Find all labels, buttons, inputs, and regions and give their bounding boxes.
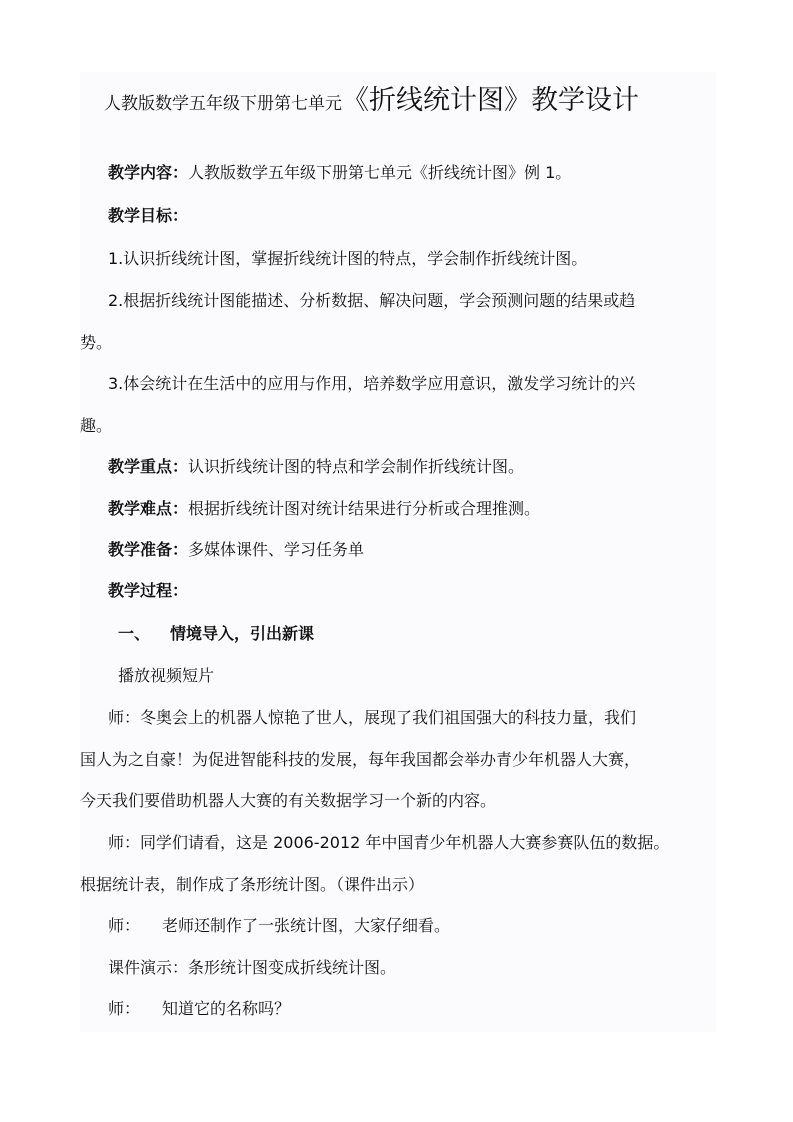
goal-item-3-line-2: 趣。 (80, 416, 113, 435)
section-1-number: 一、 (118, 624, 151, 643)
paragraph-2-line-2: 根据统计表，制作成了条形统计图。（课件出示） (80, 875, 425, 894)
goal-item-2-line-1: 2.根据折线统计图能描述、分析数据、解决问题，学会预测问题的结果或趋 (108, 291, 636, 310)
paragraph-3-speaker: 师： (108, 916, 141, 935)
section-1-heading (118, 623, 314, 645)
paragraph-5 (108, 998, 290, 1020)
difficulties-line (108, 498, 540, 520)
video-line: 播放视频短片 (118, 666, 215, 685)
paragraph-1-line-3: 今天我们要借助机器人大赛的有关数据学习一个新的内容。 (80, 791, 497, 810)
difficulties-label: 教学难点： (108, 499, 189, 518)
title-main: 《折线统计图》教学设计 (342, 85, 639, 116)
preparation-line (108, 539, 364, 561)
paragraph-5-text: 知道它的名称吗？ (162, 999, 291, 1018)
paragraph-5-speaker: 师： (108, 999, 141, 1018)
goals-label: 教学目标： (108, 206, 189, 225)
goal-item-3-line-1: 3.体会统计在生活中的应用与作用，培养数学应用意识，激发学习统计的兴 (108, 374, 636, 393)
process-label: 教学过程： (108, 581, 189, 600)
paragraph-3 (108, 915, 450, 937)
preparation-label: 教学准备： (108, 540, 189, 559)
paragraph-1-line-2: 国人为之自豪！为促进智能科技的发展，每年我国都会举办青少年机器人大赛， (80, 750, 641, 769)
key-points-label: 教学重点： (108, 457, 189, 476)
paragraph-1-line-1: 师：冬奥会上的机器人惊艳了世人，展现了我们祖国强大的科技力量，我们 (108, 708, 637, 727)
key-points-text: 认识折线统计图的特点和学会制作折线统计图。 (188, 457, 525, 476)
key-points-line (108, 456, 524, 478)
preparation-text: 多媒体课件、学习任务单 (188, 540, 365, 559)
paragraph-2-line-1: 师：同学们请看，这是 2006-2012 年中国青少年机器人大赛参赛队伍的数据。 (108, 833, 670, 852)
title-prefix: 人教版数学五年级下册第七单元 (104, 94, 342, 114)
paragraph-4: 课件演示：条形统计图变成折线统计图。 (108, 958, 397, 977)
content-text: 人教版数学五年级下册第七单元《折线统计图》例 1。 (188, 163, 572, 182)
document-title (104, 78, 639, 117)
paragraph-3-text: 老师还制作了一张统计图，大家仔细看。 (162, 916, 451, 935)
section-1-title: 情境导入，引出新课 (170, 624, 315, 643)
goal-item-1: 1.认识折线统计图，掌握折线统计图的特点，学会制作折线统计图。 (108, 249, 588, 268)
content-label: 教学内容： (108, 163, 189, 182)
difficulties-text: 根据折线统计图对统计结果进行分析或合理推测。 (188, 499, 541, 518)
content-line (108, 162, 571, 184)
goal-item-2-line-2: 势。 (80, 333, 113, 352)
